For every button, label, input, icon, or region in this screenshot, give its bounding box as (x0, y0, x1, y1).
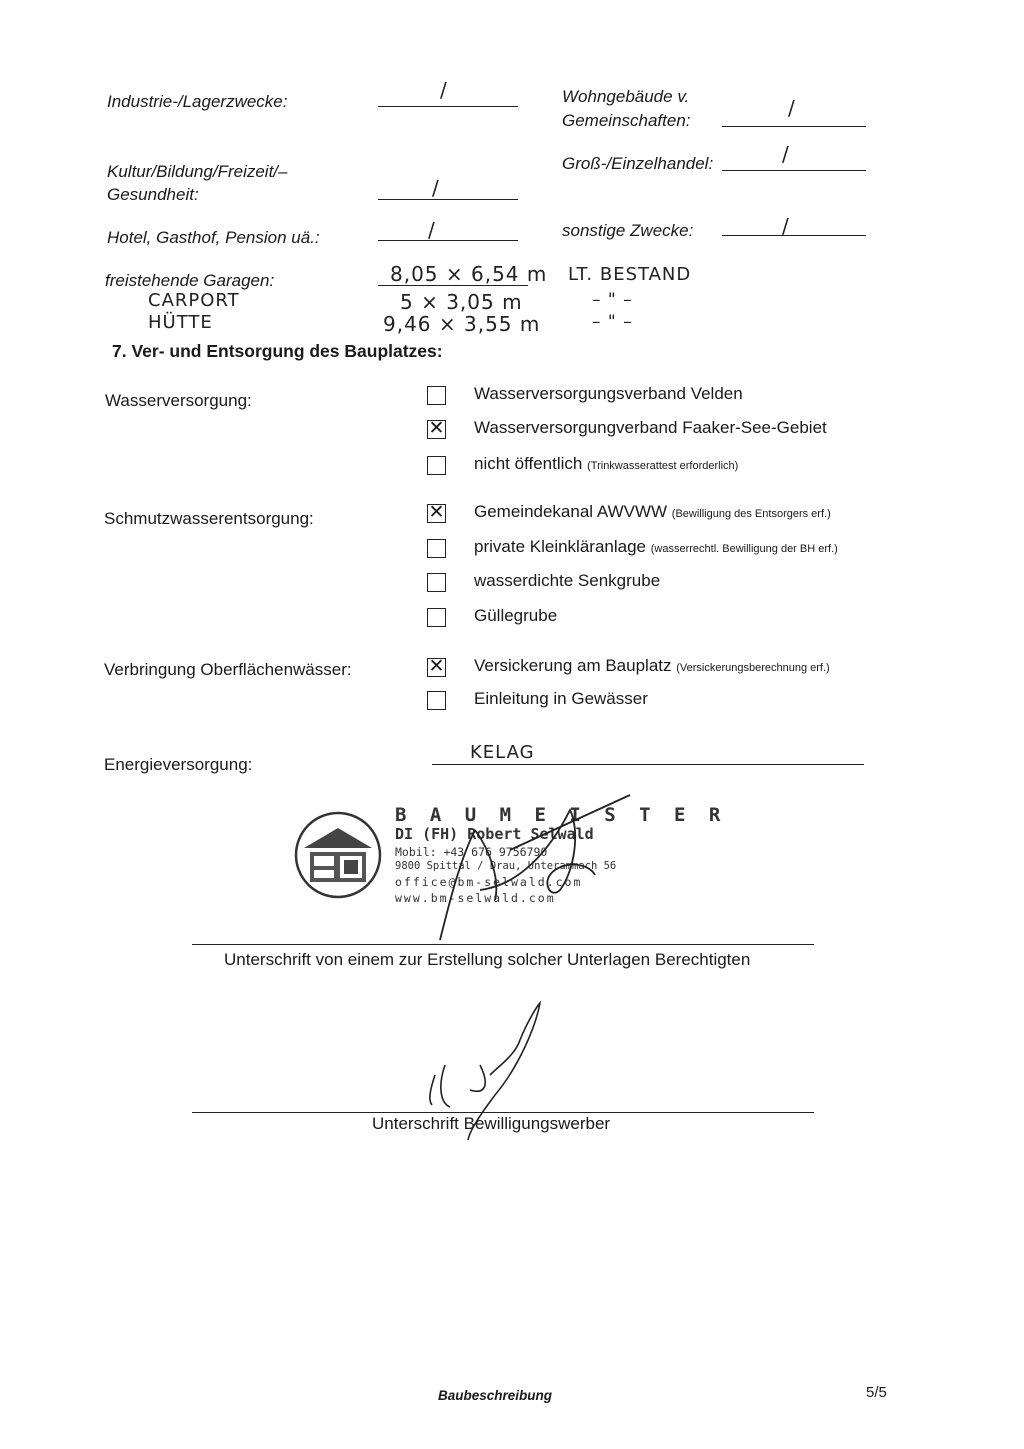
industrie-label: Industrie-/Lagerzwecke: (107, 92, 288, 111)
checkbox[interactable] (427, 573, 446, 592)
gross-value: / (782, 142, 790, 166)
option-label (474, 571, 660, 591)
option-label (474, 537, 838, 557)
option-note: (Trinkwasserattest erforderlich) (587, 460, 739, 472)
signature-line-1 (192, 944, 814, 945)
checkbox[interactable] (427, 608, 446, 627)
hotel-line (378, 240, 518, 241)
kultur-line (378, 199, 518, 200)
wohn-label-1: Wohngebäude v. (562, 87, 690, 106)
checkbox[interactable] (427, 386, 446, 405)
sonstige-line (722, 235, 866, 236)
option-label (474, 454, 738, 474)
option-text: Wasserversorgungverband Faaker-See-Gebiet (474, 418, 827, 437)
industrie-value: / (440, 78, 448, 102)
garagen-label: freistehende Garagen: (105, 271, 275, 290)
kultur-label-1: Kultur/Bildung/Freizeit/– (107, 162, 288, 181)
checkbox[interactable] (427, 691, 446, 710)
check-mark-icon: ✕ (428, 655, 445, 677)
option-note: (Bewilligung des Entsorgers erf.) (671, 508, 831, 520)
sonstige-value: / (782, 214, 790, 238)
wohn-line (722, 126, 866, 127)
carport-value: 5 × 3,05 m (400, 290, 523, 314)
checkbox[interactable] (427, 539, 446, 558)
check-mark-icon: ✕ (428, 501, 445, 523)
ober-label: Verbringung Oberflächenwässer: (104, 660, 352, 679)
kultur-value: / (432, 176, 440, 200)
signature-1 (380, 790, 640, 950)
carport-label: CARPORT (148, 290, 240, 311)
energie-label: Energieversorgung: (104, 755, 253, 774)
stamp-line-6: www.bm-selwald.com (395, 891, 556, 905)
signature-line-2 (192, 1112, 814, 1113)
stamp-line-2: DI (FH) Robert Selwald (395, 825, 594, 843)
energie-line (432, 764, 864, 765)
option-text: Gemeindekanal AWVWW (474, 502, 668, 521)
stamp-line-5: office@bm-selwald.com (395, 875, 583, 889)
checkbox[interactable] (427, 456, 446, 475)
gross-line (722, 170, 866, 171)
garagen-value: 8,05 × 6,54 m (390, 262, 548, 286)
page-number: 5/5 (866, 1384, 887, 1401)
sonstige-label: sonstige Zwecke: (562, 221, 694, 240)
hotel-value: / (428, 218, 436, 242)
energie-value: KELAG (470, 742, 535, 763)
option-label (474, 384, 743, 404)
huette-label: HÜTTE (148, 312, 213, 333)
option-note: (wasserrechtl. Bewilligung der BH erf.) (650, 543, 838, 555)
schmutz-label: Schmutzwasserentsorgung: (104, 509, 314, 528)
option-note: (Versickerungsberechnung erf.) (676, 662, 830, 674)
baumeister-logo (292, 810, 384, 900)
kultur-label-2: Gesundheit: (107, 185, 199, 204)
option-text: Wasserversorgungsverband Velden (474, 384, 743, 403)
checkbox[interactable] (427, 655, 446, 677)
hotel-label: Hotel, Gasthof, Pension uä.: (107, 228, 320, 247)
option-text: nicht öffentlich (474, 454, 583, 473)
checkbox[interactable] (427, 501, 446, 523)
signature-caption-2: Unterschrift Bewilligungswerber (372, 1114, 611, 1133)
option-label (474, 418, 827, 438)
huette-value: 9,46 × 3,55 m (383, 312, 541, 336)
carport-note: – " – (592, 290, 633, 310)
option-label (474, 689, 648, 709)
option-text: Versickerung am Bauplatz (474, 656, 672, 675)
wohn-label-2: Gemeinschaften: (562, 111, 691, 130)
option-label (474, 656, 830, 676)
option-text: Einleitung in Gewässer (474, 689, 648, 708)
signature-caption-1: Unterschrift von einem zur Erstellung solcher Unterlagen Berechtigten (224, 950, 751, 969)
option-text: private Kleinkläranlage (474, 537, 646, 556)
gross-label: Groß-/Einzelhandel: (562, 154, 714, 173)
option-label (474, 502, 831, 522)
option-text: wasserdichte Senkgrube (474, 571, 661, 590)
section-7-title: 7. Ver- und Entsorgung des Bauplatzes: (112, 341, 443, 361)
industrie-line (378, 106, 518, 107)
huette-note: – " – (592, 312, 633, 332)
stamp-line-3: Mobil: +43 676 9756790 (395, 845, 548, 859)
wasser-label: Wasserversorgung: (105, 391, 252, 410)
check-mark-icon: ✕ (428, 417, 445, 439)
wohn-value: / (788, 96, 796, 120)
stamp-line-1: B A U M E I S T E R (395, 804, 727, 826)
option-text: Güllegrube (474, 606, 558, 625)
footer-title: Baubeschreibung (438, 1388, 553, 1403)
checkbox[interactable] (427, 417, 446, 439)
stamp-line-4: 9800 Spittal / Drau, Unterammach 56 (395, 860, 617, 872)
option-label (474, 606, 557, 626)
garagen-note: LT. BESTAND (568, 264, 692, 285)
